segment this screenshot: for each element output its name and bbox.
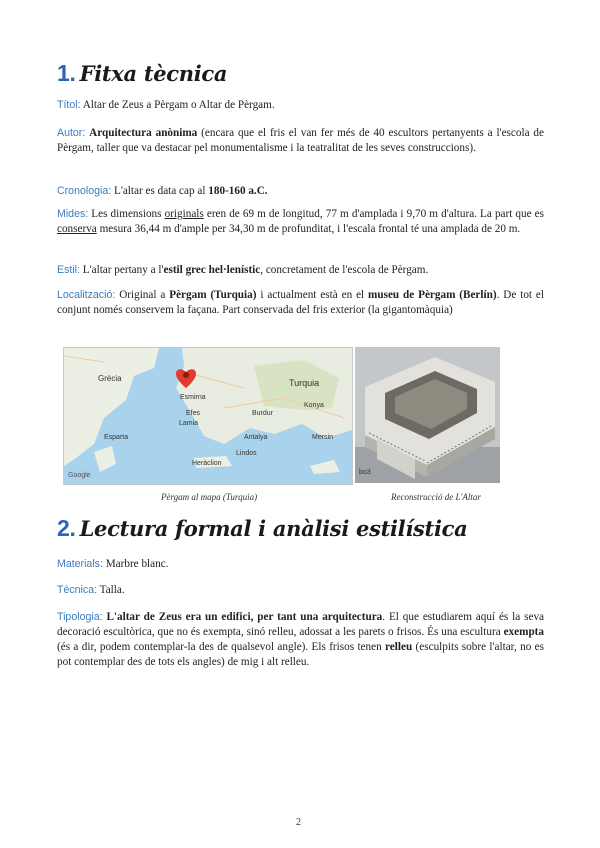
page-number: 2	[296, 817, 301, 828]
field-label: Tipologia:	[57, 611, 103, 623]
section-title: Lectura formal i anàlisi estilística	[79, 516, 468, 541]
mides-paragraph: Mides: Les dimensions originals eren de 69 m de longitud, 77 m d'amplada i 9,70 m d'altura. La part que es conserva mesura 36,44 m d'ample per 34,30 m de profunditat, i l'escala frontal té una amplada de 20 m.	[57, 208, 545, 235]
field-label: Mides:	[57, 208, 89, 220]
field-label: Autor:	[57, 127, 86, 139]
field-label: Títol:	[57, 99, 81, 111]
estil-paragraph: Estil: L'altar pertany a l'estil grec hel·lenístic, concretament de l'escola de Pèrgam.	[57, 264, 429, 276]
field-label: Estil:	[57, 264, 80, 276]
section-2-heading	[57, 515, 467, 542]
altar-model-graphic	[355, 347, 500, 483]
reconstruction-caption: Reconstrucció de L'Altar	[391, 492, 481, 502]
field-label: Materials:	[57, 558, 103, 570]
materials-paragraph: Materials: Marbre blanc.	[57, 558, 169, 570]
section-title: Fitxa tècnica	[79, 61, 228, 86]
section-1-heading	[57, 60, 227, 87]
field-label: Localització:	[57, 289, 116, 301]
tipologia-paragraph: Tipologia: L'altar de Zeus era un edifici, per tant una arquitectura. El que estudiarem aquí és la seva decoració escultòrica, que no és exempta, sinó relleu, adossat a les parets o frisos. És una escultura exempta (és a dir, podem contemplar-la des de qualsevol angle). Els frisos tenen relleu (esculpits sobre l'altar, no es pot contemplar des de tots els angles) de mig i alt relleu.	[57, 611, 545, 668]
localitzacio-paragraph: Localització: Original a Pèrgam (Turquia) i actualment està en el museu de Pèrgam (Berlín). De tot el conjunt només conservem la façana. Part conservada del fris exterior (la gigantomàquia)	[57, 289, 544, 316]
autor-paragraph: Autor: Arquitectura anònima (encara que el fris el van fer més de 40 escultors pertanyents a l'escola de Pèrgam, taller que va destacar pel monumentalisme i la teatralitat de les seves construccions).	[57, 127, 544, 154]
section-number: 1.	[57, 60, 76, 86]
cronologia-paragraph: Cronologia: L'altar es data cap al 180-160 a.C.	[57, 185, 268, 197]
field-label: Tècnica:	[57, 584, 98, 596]
reconstruction-image: bo3	[355, 347, 500, 483]
figure-row	[63, 347, 500, 483]
section-number: 2.	[57, 515, 76, 541]
map-caption: Pèrgam al mapa (Turquia)	[161, 492, 258, 502]
map-image: Grècia Turquia Esmirna Lamia Efes Burdur Antalya Konya Mersin Esparta Heràclion Lindos Google	[63, 347, 353, 485]
field-label: Cronologia:	[57, 185, 112, 197]
tecnica-paragraph: Tècnica: Talla.	[57, 584, 125, 596]
titol-paragraph: Títol: Altar de Zeus a Pèrgam o Altar de Pèrgam.	[57, 99, 275, 111]
